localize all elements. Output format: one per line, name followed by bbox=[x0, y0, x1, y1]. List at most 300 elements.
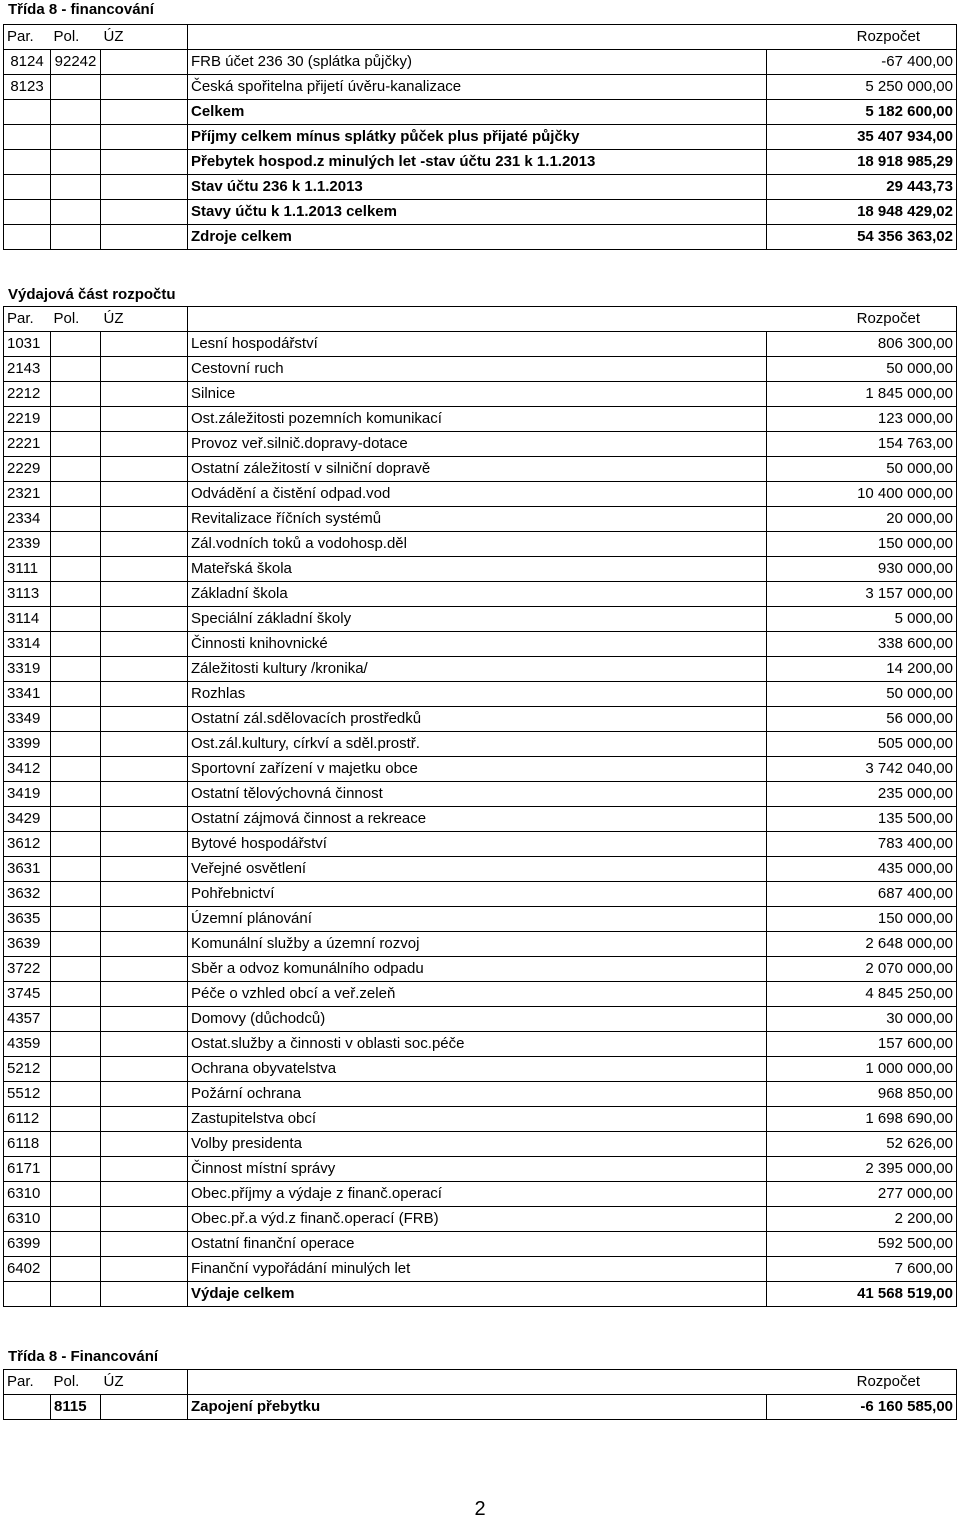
cell-name: Provoz veř.silnič.dopravy-dotace bbox=[188, 432, 767, 457]
summary-row bbox=[4, 150, 957, 175]
cell-name: Stavy účtu k 1.1.2013 celkem bbox=[188, 200, 767, 225]
cell-par bbox=[4, 100, 51, 125]
expense-total-row bbox=[4, 1282, 957, 1307]
expense-row bbox=[4, 632, 957, 657]
cell-pol bbox=[51, 1107, 101, 1132]
cell-uz bbox=[101, 657, 188, 682]
cell-pol bbox=[51, 1182, 101, 1207]
cell-uz bbox=[101, 357, 188, 382]
expense-row bbox=[4, 1257, 957, 1282]
cell-amount: 3 742 040,00 bbox=[767, 757, 957, 782]
cell-par: 6310 bbox=[4, 1182, 51, 1207]
cell-amount: 157 600,00 bbox=[767, 1032, 957, 1057]
cell-name: Základní škola bbox=[188, 582, 767, 607]
expense-row bbox=[4, 382, 957, 407]
expense-row bbox=[4, 332, 957, 357]
cell-uz bbox=[101, 807, 188, 832]
cell-pol bbox=[51, 407, 101, 432]
cell-par: 2339 bbox=[4, 532, 51, 557]
cell-name: Odvádění a čistění odpad.vod bbox=[188, 482, 767, 507]
cell-name: Činnosti knihovnické bbox=[188, 632, 767, 657]
cell-name: Ost.záležitosti pozemních komunikací bbox=[188, 407, 767, 432]
expense-row bbox=[4, 1082, 957, 1107]
cell-uz bbox=[101, 782, 188, 807]
expense-row bbox=[4, 457, 957, 482]
cell-amount: 1 000 000,00 bbox=[767, 1057, 957, 1082]
cell-uz bbox=[101, 1007, 188, 1032]
cell-uz bbox=[101, 707, 188, 732]
cell-par: 3632 bbox=[4, 882, 51, 907]
cell-par: 6399 bbox=[4, 1232, 51, 1257]
cell-amount: 687 400,00 bbox=[767, 882, 957, 907]
cell-pol bbox=[51, 757, 101, 782]
summary-row bbox=[4, 200, 957, 225]
cell-par: 6118 bbox=[4, 1132, 51, 1157]
cell-pol bbox=[51, 657, 101, 682]
cell-name: Zál.vodních toků a vodohosp.děl bbox=[188, 532, 767, 557]
summary-row bbox=[4, 175, 957, 200]
cell-name: Zapojení přebytku bbox=[188, 1395, 767, 1420]
cell-uz bbox=[101, 1132, 188, 1157]
cell-amount: 50 000,00 bbox=[767, 682, 957, 707]
cell-name: Záležitosti kultury /kronika/ bbox=[188, 657, 767, 682]
cell-name: Ostatní zájmová činnost a rekreace bbox=[188, 807, 767, 832]
cell-name: Bytové hospodářství bbox=[188, 832, 767, 857]
cell-par: 3631 bbox=[4, 857, 51, 882]
cell-amount: 1 698 690,00 bbox=[767, 1107, 957, 1132]
expense-row bbox=[4, 1132, 957, 1157]
cell-amount: 505 000,00 bbox=[767, 732, 957, 757]
cell-par: 2334 bbox=[4, 507, 51, 532]
cell-pol bbox=[51, 125, 101, 150]
cell-amount: -67 400,00 bbox=[767, 50, 957, 75]
cell-pol bbox=[51, 1057, 101, 1082]
expense-row bbox=[4, 407, 957, 432]
cell-uz bbox=[101, 932, 188, 957]
cell-par: 3745 bbox=[4, 982, 51, 1007]
cell-pol bbox=[51, 1232, 101, 1257]
cell-name: Finanční vypořádání minulých let bbox=[188, 1257, 767, 1282]
cell-name: FRB účet 236 30 (splátka půjčky) bbox=[188, 50, 767, 75]
cell-uz bbox=[101, 482, 188, 507]
expense-row bbox=[4, 1107, 957, 1132]
header-spacer bbox=[188, 25, 767, 50]
table-header-row bbox=[4, 1370, 957, 1395]
cell-pol bbox=[51, 857, 101, 882]
cell-par bbox=[4, 125, 51, 150]
cell-par bbox=[4, 1395, 51, 1420]
cell-pol bbox=[51, 707, 101, 732]
cell-uz bbox=[101, 1207, 188, 1232]
cell-par: 3314 bbox=[4, 632, 51, 657]
cell-uz bbox=[101, 407, 188, 432]
expense-row bbox=[4, 882, 957, 907]
cell-par: 3111 bbox=[4, 557, 51, 582]
table-header-row bbox=[4, 25, 957, 50]
cell-pol bbox=[51, 1257, 101, 1282]
expense-row bbox=[4, 782, 957, 807]
cell-uz bbox=[101, 582, 188, 607]
cell-amount: 135 500,00 bbox=[767, 807, 957, 832]
cell-uz bbox=[101, 125, 188, 150]
cell-par: 3399 bbox=[4, 732, 51, 757]
cell-amount: 18 948 429,02 bbox=[767, 200, 957, 225]
cell-pol bbox=[51, 807, 101, 832]
cell-uz bbox=[101, 682, 188, 707]
header-par: Par. bbox=[4, 1370, 51, 1395]
cell-name: Přebytek hospod.z minulých let -stav účtu 231 k 1.1.2013 bbox=[188, 150, 767, 175]
expense-row bbox=[4, 757, 957, 782]
cell-amount: 1 845 000,00 bbox=[767, 382, 957, 407]
cell-name: Speciální základní školy bbox=[188, 607, 767, 632]
cell-par: 8124 bbox=[4, 50, 51, 75]
expense-row bbox=[4, 932, 957, 957]
cell-name: Pohřebnictví bbox=[188, 882, 767, 907]
header-spacer bbox=[188, 1370, 767, 1395]
expense-section-title: Výdajová část rozpočtu bbox=[8, 286, 176, 303]
cell-name: Česká spořitelna přijetí úvěru-kanalizace bbox=[188, 75, 767, 100]
cell-pol: 92242 bbox=[51, 50, 101, 75]
expense-row bbox=[4, 807, 957, 832]
cell-par bbox=[4, 175, 51, 200]
financing-row bbox=[4, 1395, 957, 1420]
cell-pol bbox=[51, 457, 101, 482]
cell-amount: 968 850,00 bbox=[767, 1082, 957, 1107]
cell-pol bbox=[51, 1032, 101, 1057]
cell-par: 3412 bbox=[4, 757, 51, 782]
cell-name: Celkem bbox=[188, 100, 767, 125]
expense-row bbox=[4, 707, 957, 732]
cell-uz bbox=[101, 200, 188, 225]
cell-par bbox=[4, 200, 51, 225]
cell-amount: 10 400 000,00 bbox=[767, 482, 957, 507]
expense-row bbox=[4, 857, 957, 882]
cell-uz bbox=[101, 432, 188, 457]
cell-name: Péče o vzhled obcí a veř.zeleň bbox=[188, 982, 767, 1007]
cell-pol bbox=[51, 357, 101, 382]
cell-amount: 14 200,00 bbox=[767, 657, 957, 682]
cell-par: 2221 bbox=[4, 432, 51, 457]
cell-name: Sportovní zařízení v majetku obce bbox=[188, 757, 767, 782]
cell-pol bbox=[51, 732, 101, 757]
cell-pol bbox=[51, 432, 101, 457]
cell-uz bbox=[101, 1057, 188, 1082]
cell-amount: 3 157 000,00 bbox=[767, 582, 957, 607]
cell-amount: 18 918 985,29 bbox=[767, 150, 957, 175]
cell-par: 5512 bbox=[4, 1082, 51, 1107]
cell-amount: 2 648 000,00 bbox=[767, 932, 957, 957]
cell-name: Ochrana obyvatelstva bbox=[188, 1057, 767, 1082]
cell-amount: 783 400,00 bbox=[767, 832, 957, 857]
cell-pol bbox=[51, 75, 101, 100]
cell-name: Rozhlas bbox=[188, 682, 767, 707]
header-uz: ÚZ bbox=[101, 25, 188, 50]
cell-amount: 52 626,00 bbox=[767, 1132, 957, 1157]
cell-par: 3429 bbox=[4, 807, 51, 832]
header-uz: ÚZ bbox=[101, 1370, 188, 1395]
income-row bbox=[4, 50, 957, 75]
expense-row bbox=[4, 732, 957, 757]
cell-pol bbox=[51, 150, 101, 175]
cell-par: 3113 bbox=[4, 582, 51, 607]
cell-pol bbox=[51, 582, 101, 607]
cell-uz bbox=[101, 1257, 188, 1282]
cell-pol bbox=[51, 225, 101, 250]
cell-pol bbox=[51, 957, 101, 982]
cell-pol bbox=[51, 882, 101, 907]
cell-amount: 150 000,00 bbox=[767, 907, 957, 932]
cell-uz bbox=[101, 532, 188, 557]
cell-name: Silnice bbox=[188, 382, 767, 407]
cell-uz bbox=[101, 457, 188, 482]
income-section-title: Třída 8 - financování bbox=[8, 1, 154, 18]
cell-par: 3612 bbox=[4, 832, 51, 857]
cell-par: 4357 bbox=[4, 1007, 51, 1032]
expense-row bbox=[4, 1032, 957, 1057]
cell-uz bbox=[101, 857, 188, 882]
cell-amount: 35 407 934,00 bbox=[767, 125, 957, 150]
cell-par bbox=[4, 150, 51, 175]
cell-pol bbox=[51, 907, 101, 932]
summary-row bbox=[4, 100, 957, 125]
cell-amount: 150 000,00 bbox=[767, 532, 957, 557]
cell-pol bbox=[51, 532, 101, 557]
cell-uz bbox=[101, 607, 188, 632]
cell-amount: 338 600,00 bbox=[767, 632, 957, 657]
cell-amount: 50 000,00 bbox=[767, 457, 957, 482]
cell-amount: 2 395 000,00 bbox=[767, 1157, 957, 1182]
cell-par bbox=[4, 225, 51, 250]
header-par: Par. bbox=[4, 25, 51, 50]
header-pol: Pol. bbox=[51, 25, 101, 50]
cell-uz bbox=[101, 1157, 188, 1182]
cell-pol bbox=[51, 932, 101, 957]
expense-row bbox=[4, 432, 957, 457]
cell-pol bbox=[51, 100, 101, 125]
cell-par: 3319 bbox=[4, 657, 51, 682]
cell-par: 6112 bbox=[4, 1107, 51, 1132]
cell-uz bbox=[101, 882, 188, 907]
cell-uz bbox=[101, 632, 188, 657]
cell-name: Obec.příjmy a výdaje z finanč.operací bbox=[188, 1182, 767, 1207]
cell-par: 3349 bbox=[4, 707, 51, 732]
cell-uz bbox=[101, 957, 188, 982]
cell-amount: 592 500,00 bbox=[767, 1232, 957, 1257]
header-par: Par. bbox=[4, 307, 51, 332]
cell-pol bbox=[51, 1282, 101, 1307]
expense-row bbox=[4, 682, 957, 707]
cell-name: Cestovní ruch bbox=[188, 357, 767, 382]
cell-par: 4359 bbox=[4, 1032, 51, 1057]
cell-par: 2219 bbox=[4, 407, 51, 432]
cell-par: 3639 bbox=[4, 932, 51, 957]
expense-row bbox=[4, 557, 957, 582]
cell-uz bbox=[101, 50, 188, 75]
cell-par: 2321 bbox=[4, 482, 51, 507]
cell-uz bbox=[101, 1232, 188, 1257]
cell-pol bbox=[51, 1157, 101, 1182]
income-table bbox=[3, 24, 957, 250]
cell-amount: 435 000,00 bbox=[767, 857, 957, 882]
expense-row bbox=[4, 832, 957, 857]
cell-par: 3635 bbox=[4, 907, 51, 932]
cell-amount: 4 845 250,00 bbox=[767, 982, 957, 1007]
cell-par: 1031 bbox=[4, 332, 51, 357]
cell-pol bbox=[51, 632, 101, 657]
cell-uz bbox=[101, 1182, 188, 1207]
header-pol: Pol. bbox=[51, 307, 101, 332]
cell-uz bbox=[101, 1107, 188, 1132]
cell-uz bbox=[101, 150, 188, 175]
cell-name: Ostatní finanční operace bbox=[188, 1232, 767, 1257]
header-pol: Pol. bbox=[51, 1370, 101, 1395]
cell-name: Výdaje celkem bbox=[188, 1282, 767, 1307]
financing-table bbox=[3, 1369, 957, 1420]
cell-amount: 7 600,00 bbox=[767, 1257, 957, 1282]
cell-name: Mateřská škola bbox=[188, 557, 767, 582]
cell-pol bbox=[51, 782, 101, 807]
cell-amount: 277 000,00 bbox=[767, 1182, 957, 1207]
cell-amount: 20 000,00 bbox=[767, 507, 957, 532]
cell-pol bbox=[51, 175, 101, 200]
header-rozpocet: Rozpočet bbox=[767, 1370, 957, 1395]
cell-uz bbox=[101, 1395, 188, 1420]
cell-amount: 930 000,00 bbox=[767, 557, 957, 582]
cell-pol: 8115 bbox=[51, 1395, 101, 1420]
summary-row bbox=[4, 125, 957, 150]
cell-pol bbox=[51, 682, 101, 707]
cell-par: 6171 bbox=[4, 1157, 51, 1182]
cell-par: 2143 bbox=[4, 357, 51, 382]
cell-uz bbox=[101, 1032, 188, 1057]
cell-name: Revitalizace říčních systémů bbox=[188, 507, 767, 532]
cell-amount: 806 300,00 bbox=[767, 332, 957, 357]
cell-uz bbox=[101, 382, 188, 407]
cell-name: Veřejné osvětlení bbox=[188, 857, 767, 882]
expense-row bbox=[4, 1232, 957, 1257]
cell-amount: 29 443,73 bbox=[767, 175, 957, 200]
cell-par: 6310 bbox=[4, 1207, 51, 1232]
cell-pol bbox=[51, 1007, 101, 1032]
cell-name: Lesní hospodářství bbox=[188, 332, 767, 357]
cell-par: 3419 bbox=[4, 782, 51, 807]
cell-pol bbox=[51, 332, 101, 357]
cell-par bbox=[4, 1282, 51, 1307]
header-rozpocet: Rozpočet bbox=[767, 25, 957, 50]
cell-uz bbox=[101, 757, 188, 782]
cell-name: Ost.zál.kultury, církví a sděl.prostř. bbox=[188, 732, 767, 757]
cell-amount: -6 160 585,00 bbox=[767, 1395, 957, 1420]
cell-par: 6402 bbox=[4, 1257, 51, 1282]
cell-par: 2212 bbox=[4, 382, 51, 407]
cell-pol bbox=[51, 557, 101, 582]
cell-par: 2229 bbox=[4, 457, 51, 482]
cell-amount: 5 182 600,00 bbox=[767, 100, 957, 125]
cell-pol bbox=[51, 482, 101, 507]
expense-row bbox=[4, 957, 957, 982]
cell-amount: 154 763,00 bbox=[767, 432, 957, 457]
page-number: 2 bbox=[474, 1498, 486, 1520]
cell-name: Zastupitelstva obcí bbox=[188, 1107, 767, 1132]
cell-amount: 5 000,00 bbox=[767, 607, 957, 632]
expense-row bbox=[4, 1207, 957, 1232]
cell-pol bbox=[51, 607, 101, 632]
cell-uz bbox=[101, 225, 188, 250]
cell-uz bbox=[101, 557, 188, 582]
expense-row bbox=[4, 907, 957, 932]
cell-par: 5212 bbox=[4, 1057, 51, 1082]
expense-row bbox=[4, 507, 957, 532]
cell-pol bbox=[51, 200, 101, 225]
cell-pol bbox=[51, 1132, 101, 1157]
cell-pol bbox=[51, 982, 101, 1007]
cell-amount: 50 000,00 bbox=[767, 357, 957, 382]
financing-section-title: Třída 8 - Financování bbox=[8, 1348, 159, 1365]
cell-name: Stav účtu 236 k 1.1.2013 bbox=[188, 175, 767, 200]
cell-amount: 2 200,00 bbox=[767, 1207, 957, 1232]
cell-amount: 54 356 363,02 bbox=[767, 225, 957, 250]
cell-name: Ostatní zál.sdělovacích prostředků bbox=[188, 707, 767, 732]
cell-par: 3722 bbox=[4, 957, 51, 982]
cell-pol bbox=[51, 832, 101, 857]
header-rozpocet: Rozpočet bbox=[767, 307, 957, 332]
expense-row bbox=[4, 482, 957, 507]
expense-row bbox=[4, 1157, 957, 1182]
cell-name: Obec.př.a výd.z finanč.operací (FRB) bbox=[188, 1207, 767, 1232]
cell-pol bbox=[51, 1082, 101, 1107]
cell-name: Domovy (důchodců) bbox=[188, 1007, 767, 1032]
cell-amount: 56 000,00 bbox=[767, 707, 957, 732]
expense-table bbox=[3, 306, 957, 1307]
cell-amount: 5 250 000,00 bbox=[767, 75, 957, 100]
cell-name: Ostatní záležitostí v silniční dopravě bbox=[188, 457, 767, 482]
cell-uz bbox=[101, 1282, 188, 1307]
cell-uz bbox=[101, 732, 188, 757]
cell-name: Příjmy celkem mínus splátky půček plus přijaté půjčky bbox=[188, 125, 767, 150]
cell-amount: 235 000,00 bbox=[767, 782, 957, 807]
cell-uz bbox=[101, 1082, 188, 1107]
cell-name: Zdroje celkem bbox=[188, 225, 767, 250]
income-row bbox=[4, 75, 957, 100]
cell-name: Územní plánování bbox=[188, 907, 767, 932]
cell-uz bbox=[101, 175, 188, 200]
cell-uz bbox=[101, 100, 188, 125]
cell-pol bbox=[51, 382, 101, 407]
cell-par: 8123 bbox=[4, 75, 51, 100]
header-uz: ÚZ bbox=[101, 307, 188, 332]
cell-uz bbox=[101, 907, 188, 932]
expense-row bbox=[4, 1182, 957, 1207]
cell-name: Komunální služby a územní rozvoj bbox=[188, 932, 767, 957]
expense-row bbox=[4, 1007, 957, 1032]
cell-uz bbox=[101, 982, 188, 1007]
cell-name: Ostat.služby a činnosti v oblasti soc.péče bbox=[188, 1032, 767, 1057]
expense-row bbox=[4, 657, 957, 682]
cell-name: Požární ochrana bbox=[188, 1082, 767, 1107]
cell-amount: 41 568 519,00 bbox=[767, 1282, 957, 1307]
table-header-row bbox=[4, 307, 957, 332]
cell-pol bbox=[51, 1207, 101, 1232]
cell-name: Ostatní tělovýchovná činnost bbox=[188, 782, 767, 807]
cell-uz bbox=[101, 507, 188, 532]
cell-uz bbox=[101, 832, 188, 857]
cell-uz bbox=[101, 75, 188, 100]
cell-par: 3114 bbox=[4, 607, 51, 632]
cell-uz bbox=[101, 332, 188, 357]
cell-name: Volby presidenta bbox=[188, 1132, 767, 1157]
cell-pol bbox=[51, 507, 101, 532]
cell-amount: 123 000,00 bbox=[767, 407, 957, 432]
